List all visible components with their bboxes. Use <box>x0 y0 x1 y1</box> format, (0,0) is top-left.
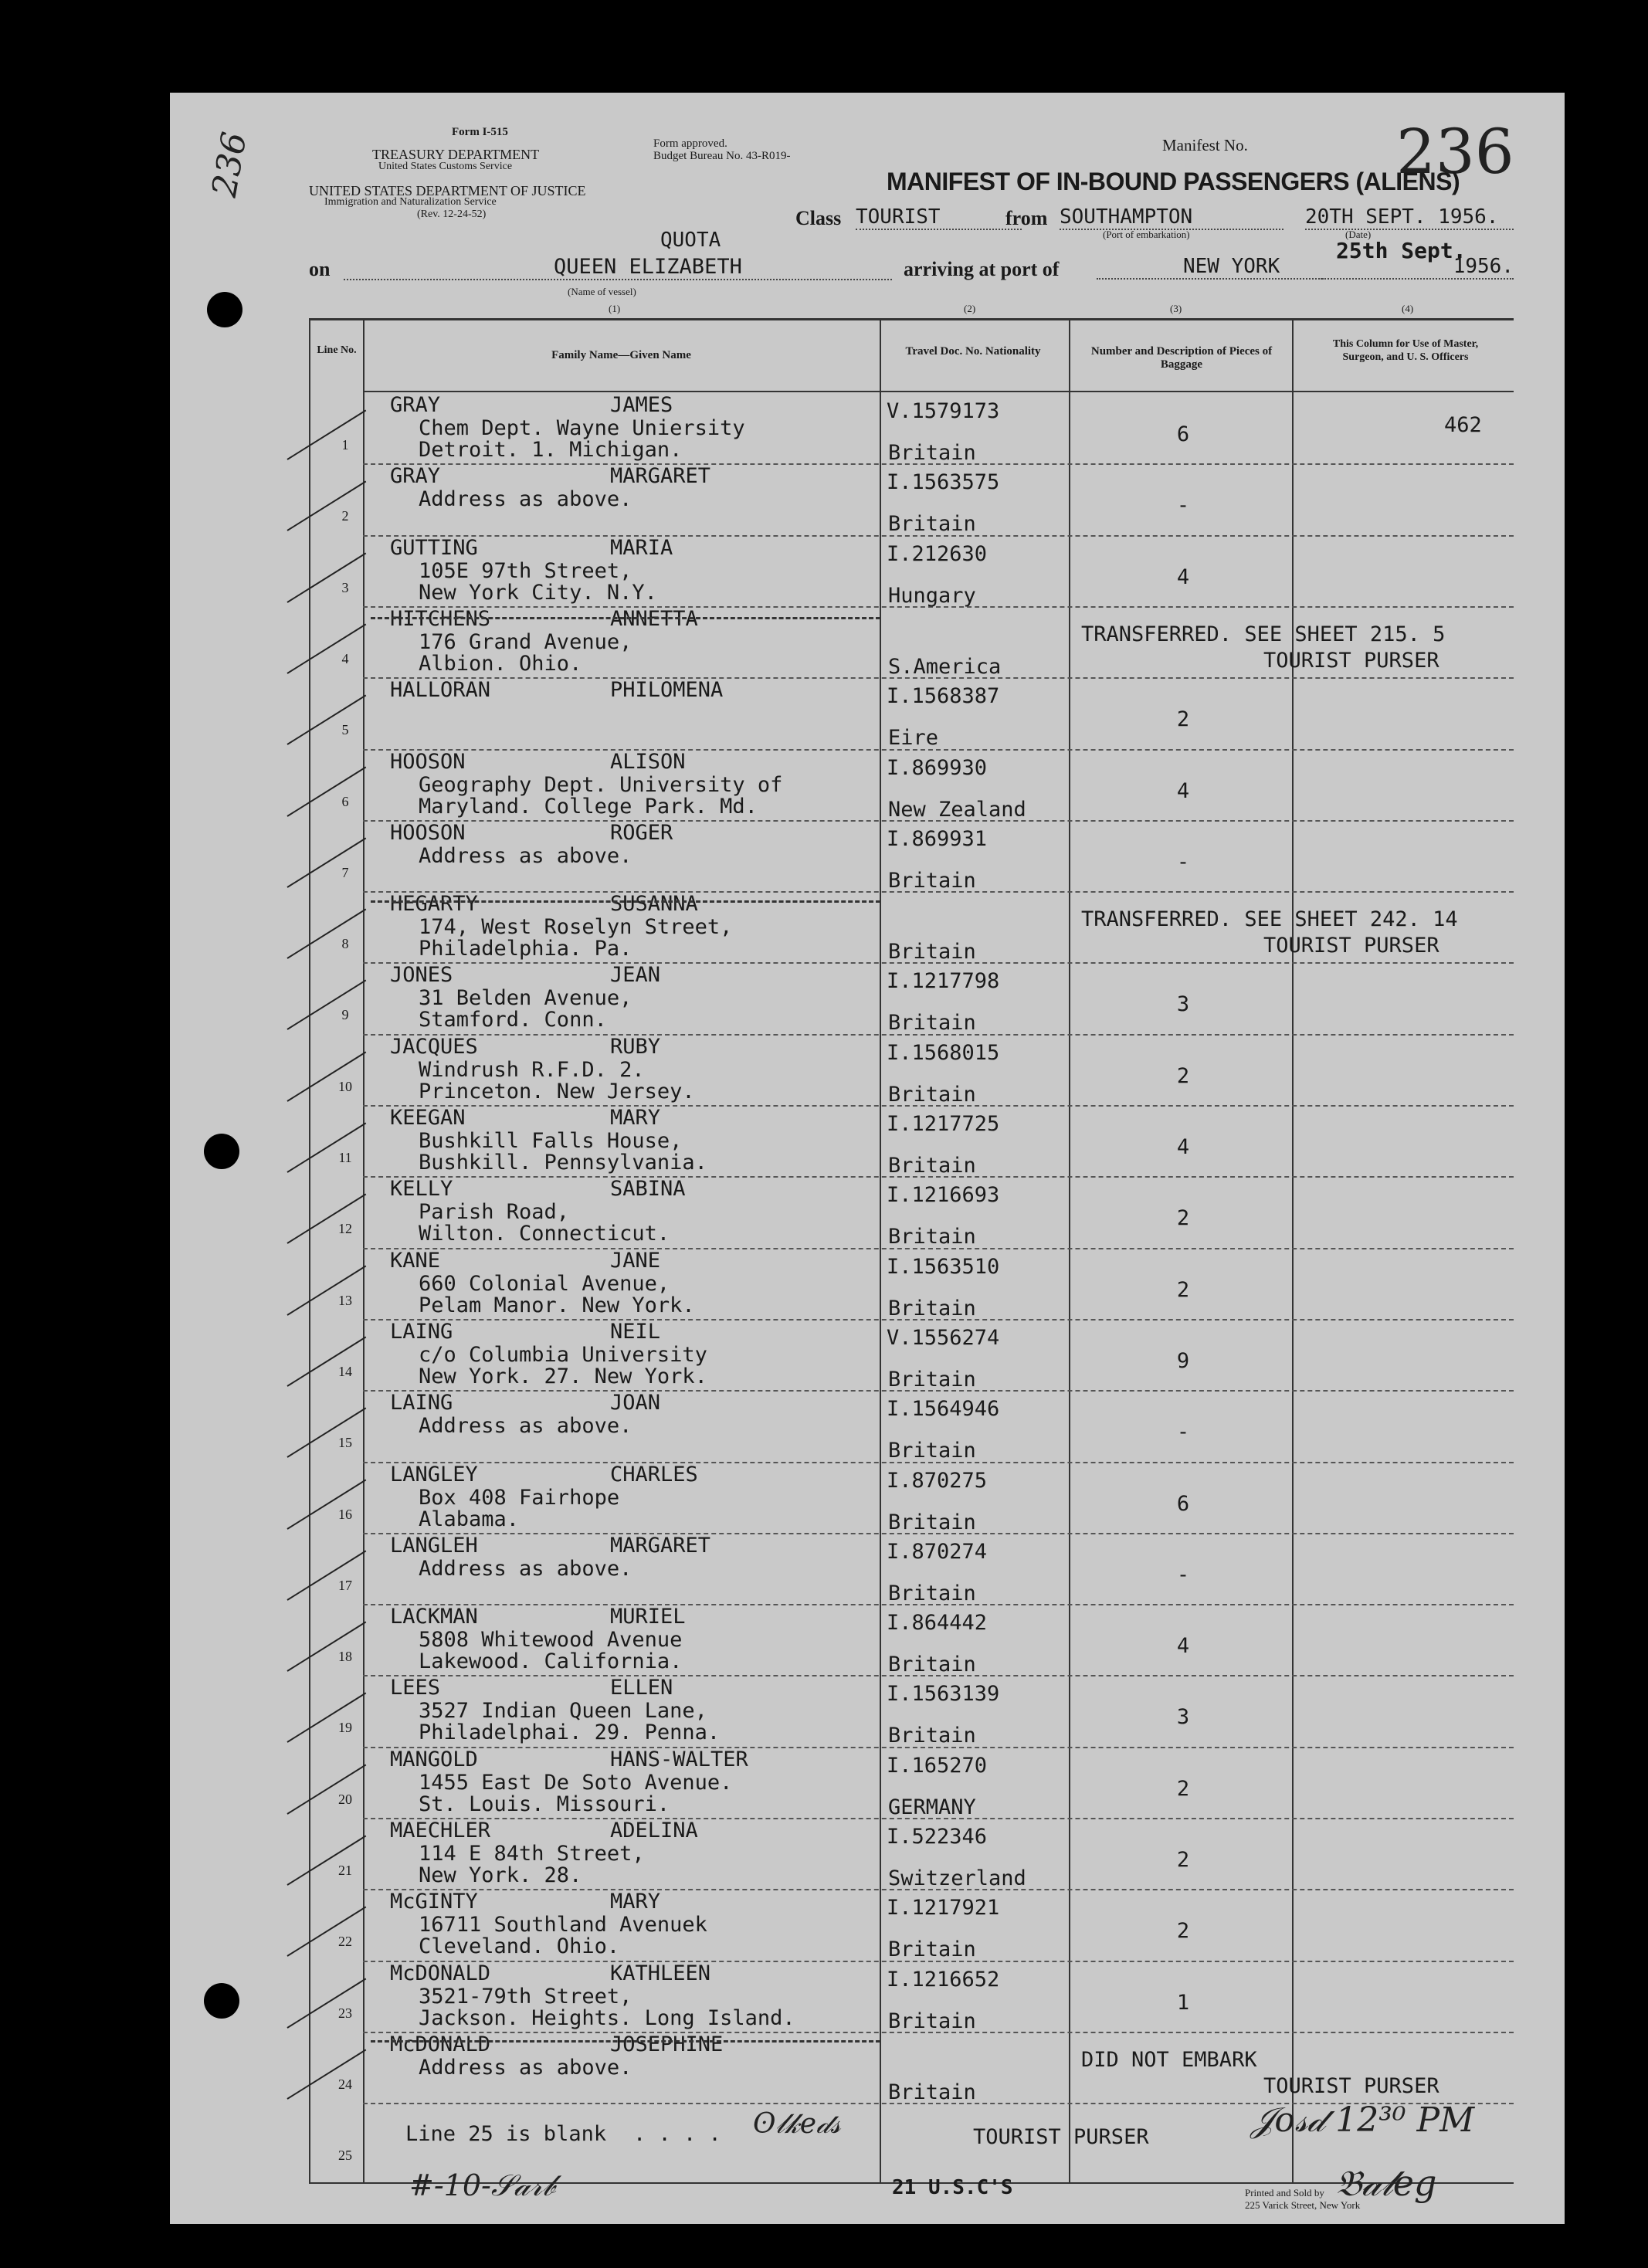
baggage-count: 4 <box>1176 1634 1190 1658</box>
nationality: Britain <box>888 1581 976 1605</box>
family-name: McDONALD <box>390 2032 491 2056</box>
family-name: KEEGAN <box>390 1106 466 1130</box>
address-line-2: Detroit. 1. Michigan. <box>419 438 683 462</box>
baggage-count: 4 <box>1176 565 1190 589</box>
col-number-2: (2) <box>964 303 976 314</box>
travel-doc-no: V.1579173 <box>887 399 1000 423</box>
travel-doc-no: V.1556274 <box>887 1326 1000 1350</box>
nationality: Britain <box>888 1937 976 1961</box>
date-caption: (Date) <box>1345 229 1372 240</box>
nationality: Eire <box>888 726 939 750</box>
given-name: JAMES <box>610 393 673 417</box>
given-name: MARY <box>610 1106 661 1130</box>
baggage-count: 2 <box>1176 1064 1190 1088</box>
line-number: 6 <box>341 794 349 809</box>
given-name: JANE <box>610 1249 661 1273</box>
nationality: Britain <box>888 1083 976 1107</box>
arrival-date: 25th Sept. <box>1336 238 1467 263</box>
purser-signature: ʘ𝓁𝓀𝑒𝒹𝓈 <box>753 2108 841 2140</box>
family-name: MANGOLD <box>390 1748 478 1771</box>
departure-date: 20TH SEPT. 1956. <box>1305 205 1514 230</box>
from-label: from <box>1005 207 1048 229</box>
given-name: MARGARET <box>610 1534 711 1558</box>
line-number: 13 <box>338 1293 352 1308</box>
travel-doc-no: I.1568015 <box>887 1041 1000 1065</box>
baggage-count: 6 <box>1176 422 1190 446</box>
address-line-1: 3527 Indian Queen Lane, <box>419 1699 707 1723</box>
arriving-label: arriving at port of <box>904 258 1060 280</box>
family-name: JACQUES <box>390 1035 478 1059</box>
from-value: SOUTHAMPTON <box>1060 205 1283 230</box>
address-line-2: Maryland. College Park. Md. <box>419 795 758 819</box>
line-col-border <box>363 318 365 2184</box>
baggage-count: - <box>1176 1563 1190 1587</box>
family-name: LACKMAN <box>390 1605 478 1629</box>
address-line-2: New York. 27. New York. <box>419 1365 707 1388</box>
col-number-4: (4) <box>1402 303 1414 314</box>
family-name: GUTTING <box>390 536 478 560</box>
given-name: PHILOMENA <box>610 678 724 702</box>
line-number: 25 <box>338 2148 352 2163</box>
family-name: McGINTY <box>390 1890 478 1914</box>
vessel-name <box>344 255 892 280</box>
address-line-2: New York City. N.Y. <box>419 581 657 605</box>
given-name: MARGARET <box>610 464 711 488</box>
address-line-1: 3521-79th Street, <box>419 1985 632 2009</box>
baggage-count: 2 <box>1176 1848 1190 1872</box>
address-line-1: Address as above. <box>419 1557 632 1581</box>
doc-col-border <box>1069 318 1070 2184</box>
table-left-border <box>309 318 310 2184</box>
address-line-2: New York. 28. <box>419 1863 582 1887</box>
officer-signature: 𝔅𝒶𝓁𝑒𝑔 <box>1336 2162 1437 2204</box>
given-name: CHARLES <box>610 1463 698 1487</box>
class-label: Class <box>795 207 842 229</box>
budget-bureau: Budget Bureau No. 43-R019- <box>653 150 791 162</box>
address-line-1: Address as above. <box>419 844 632 868</box>
header-line-no: Line No. <box>317 344 357 356</box>
margin-note: 236 <box>205 129 255 200</box>
address-line-1: 1455 East De Soto Avenue. <box>419 1771 733 1795</box>
line-number: 5 <box>341 722 349 737</box>
address-line-1: Chem Dept. Wayne Uniersity <box>419 416 745 440</box>
address-line-2: Stamford. Conn. <box>419 1008 607 1032</box>
travel-doc-no: I.1217725 <box>887 1112 1000 1136</box>
line25-note: Line 25 is blank <box>405 2122 607 2146</box>
address-line-2: Bushkill. Pennsylvania. <box>419 1151 707 1175</box>
family-name: LANGLEY <box>390 1463 478 1487</box>
travel-doc-no: I.1563139 <box>887 1682 1000 1706</box>
nationality: Britain <box>888 1439 976 1463</box>
family-name: HOOSON <box>390 821 466 845</box>
line-number: 11 <box>338 1150 352 1165</box>
travel-doc-no: I.870275 <box>887 1469 988 1493</box>
given-name: ADELINA <box>610 1819 698 1843</box>
nationality: Britain <box>888 1510 976 1534</box>
travel-doc-no: I.1217921 <box>887 1896 1000 1920</box>
address-line-1: Geography Dept. University of <box>419 773 783 797</box>
family-name: LEES <box>390 1676 441 1700</box>
baggage-count: 9 <box>1176 1349 1190 1373</box>
baggage-note-purser: TOURIST PURSER <box>1263 649 1439 673</box>
quota-label: QUOTA <box>660 229 721 252</box>
line-number: 20 <box>338 1792 352 1807</box>
nationality: Britain <box>888 940 976 964</box>
baggage-count: 4 <box>1176 1135 1190 1159</box>
line-number: 8 <box>341 936 349 951</box>
family-name: LAING <box>390 1320 453 1344</box>
baggage-count: 2 <box>1176 1777 1190 1801</box>
baggage-count: - <box>1176 493 1190 517</box>
col-number-1: (1) <box>609 303 621 314</box>
given-name: MARIA <box>610 536 673 560</box>
family-name: HALLORAN <box>390 678 491 702</box>
given-name: JOSEPHINE <box>610 2032 724 2056</box>
strike-line <box>371 900 880 903</box>
travel-doc-no: I.1563575 <box>887 470 1000 494</box>
strike-line <box>371 2040 880 2043</box>
travel-doc-no: I.1216652 <box>887 1968 1000 1992</box>
nationality: GERMANY <box>888 1795 976 1819</box>
port-embark-caption: (Port of embarkation) <box>1103 229 1190 240</box>
punch-hole <box>204 1134 239 1169</box>
travel-doc-no: I.869930 <box>887 756 988 780</box>
header-travel: Travel Doc. No. Nationality <box>905 345 1041 358</box>
address-line-1: 5808 Whitewood Avenue <box>419 1628 683 1652</box>
nationality: Britain <box>888 1011 976 1035</box>
line-number: 17 <box>338 1578 352 1593</box>
address-line-1: Address as above. <box>419 2056 632 2080</box>
address-line-2: Princeton. New Jersey. <box>419 1080 695 1103</box>
line-number: 23 <box>338 2005 352 2021</box>
family-name: KELLY <box>390 1177 453 1201</box>
address-line-2: Alabama. <box>419 1507 520 1531</box>
baggage-count: 4 <box>1176 779 1190 803</box>
family-name: MAECHLER <box>390 1819 491 1843</box>
address-line-1: Parish Road, <box>419 1200 570 1224</box>
line-number: 18 <box>338 1649 352 1664</box>
nationality: Britain <box>888 1225 976 1249</box>
travel-doc-no: I.1217798 <box>887 969 1000 993</box>
manifest-no: 236 <box>1396 116 1514 188</box>
col-number-3: (3) <box>1170 303 1182 314</box>
family-name: HOOSON <box>390 750 466 774</box>
vessel-name-text: QUEEN ELIZABETH <box>554 255 742 279</box>
manifest-title: MANIFEST OF IN-BOUND PASSENGERS (ALIENS) <box>887 168 1460 195</box>
given-name: MURIEL <box>610 1605 686 1629</box>
officer-stamp-signature: 𝒥𝑜𝓈𝒹 12³⁰ PM <box>1251 2100 1475 2140</box>
baggage-note-purser: TOURIST PURSER <box>1263 934 1439 958</box>
address-line-1: 174, West Roselyn Street, <box>419 915 733 939</box>
nationality: Britain <box>888 1724 976 1748</box>
nationality: Switzerland <box>888 1866 1026 1890</box>
baggage-count: - <box>1176 850 1190 874</box>
address-line-1: Bushkill Falls House, <box>419 1129 683 1153</box>
nationality: Britain <box>888 2080 976 2104</box>
line-number: 16 <box>338 1507 352 1522</box>
baggage-count: 3 <box>1176 1705 1190 1729</box>
header-bottom-border <box>363 391 1514 392</box>
address-line-1: 31 Belden Avenue, <box>419 986 632 1010</box>
header-name: Family Name—Given Name <box>551 349 691 361</box>
line-number: 24 <box>338 2076 352 2092</box>
address-line-2: Wilton. Connecticut. <box>419 1222 670 1246</box>
strike-line <box>371 617 880 619</box>
given-name: ANNETTA <box>610 607 698 631</box>
given-name: JOAN <box>610 1391 661 1415</box>
nationality: Britain <box>888 512 976 536</box>
line-number: 21 <box>338 1863 352 1878</box>
line-number: 22 <box>338 1934 352 1949</box>
nationality: Britain <box>888 1368 976 1392</box>
treasury-dept: TREASURY DEPARTMENT <box>372 147 540 162</box>
line-number: 4 <box>341 651 349 666</box>
address-line-1: 176 Grand Avenue, <box>419 630 632 654</box>
family-name: HEGARTY <box>390 892 478 916</box>
form-approved: Form approved. <box>653 137 727 150</box>
vessel-caption: (Name of vessel) <box>568 286 636 297</box>
family-name: KANE <box>390 1249 441 1273</box>
nationality: Hungary <box>888 584 976 608</box>
travel-doc-no: I.869931 <box>887 827 988 851</box>
given-name: SABINA <box>610 1177 686 1201</box>
arrival-port <box>1097 255 1322 280</box>
family-name: JONES <box>390 963 453 987</box>
given-name: RUBY <box>610 1035 661 1059</box>
travel-doc-no: I.1568387 <box>887 684 1000 708</box>
bag-col-border <box>1292 318 1294 2184</box>
address-line-1: 660 Colonial Avenue, <box>419 1272 670 1296</box>
name-col-border <box>880 318 881 2184</box>
line-number: 1 <box>341 437 349 453</box>
given-name: ELLEN <box>610 1676 673 1700</box>
line-number: 3 <box>341 580 349 595</box>
line-number: 12 <box>338 1221 352 1236</box>
line-number: 2 <box>341 508 349 524</box>
travel-doc-no: I.522346 <box>887 1825 988 1849</box>
address-line-2: Jackson. Heights. Long Island. <box>419 2006 795 2030</box>
address-line-2: Philadelphia. Pa. <box>419 937 632 961</box>
nationality: Britain <box>888 1653 976 1676</box>
line-number: 7 <box>341 865 349 880</box>
family-name: McDONALD <box>390 1961 491 1985</box>
address-line-2: Pelam Manor. New York. <box>419 1293 695 1317</box>
header-officers: This Column for Use of Master, Surgeon, and U. S. Officers <box>1332 338 1479 363</box>
travel-doc-no: I.165270 <box>887 1754 988 1778</box>
usc-code: 21 U.S.C'S <box>892 2176 1013 2199</box>
baggage-note-purser: TOURIST PURSER <box>1263 2074 1439 2098</box>
baggage-count: 2 <box>1176 707 1190 731</box>
given-name: JEAN <box>610 963 661 987</box>
printer-line-2: 225 Varick Street, New York <box>1245 2199 1361 2211</box>
baggage-note: TRANSFERRED. SEE SHEET 215. 5 <box>1081 622 1446 646</box>
address-line-2: Philadelphai. 29. Penna. <box>419 1720 721 1744</box>
customs-service: United States Customs Service <box>378 161 513 172</box>
travel-doc-no: I.1563510 <box>887 1255 1000 1279</box>
baggage-count: 2 <box>1176 1206 1190 1230</box>
arrival-year: 1956. <box>1322 255 1514 280</box>
travel-doc-no: I.864442 <box>887 1611 988 1635</box>
line-number: 15 <box>338 1435 352 1450</box>
given-name: ALISON <box>610 750 686 774</box>
manifest-sheet <box>170 93 1565 2224</box>
family-name: GRAY <box>390 464 441 488</box>
punch-hole <box>204 1983 239 2019</box>
ins-service: Immigration and Naturalization Service <box>324 196 497 208</box>
address-line-2: St. Louis. Missouri. <box>419 1792 670 1816</box>
printer-line-1: Printed and Sold by <box>1245 2187 1324 2199</box>
given-name: HANS-WALTER <box>610 1748 748 1771</box>
given-name: KATHLEEN <box>610 1961 711 1985</box>
nationality: Britain <box>888 1297 976 1320</box>
line-number: 9 <box>341 1007 349 1022</box>
address-line-2: Cleveland. Ohio. <box>419 1934 620 1958</box>
nationality: Britain <box>888 441 976 465</box>
address-line-1: Box 408 Fairhope <box>419 1486 620 1510</box>
baggage-note: DID NOT EMBARK <box>1081 2048 1257 2072</box>
table-top-border <box>309 318 1514 320</box>
baggage-count: 6 <box>1176 1492 1190 1516</box>
given-name: MARY <box>610 1890 661 1914</box>
header-baggage: Number and Description of Pieces of Baggage <box>1090 345 1273 371</box>
family-name: LANGLEH <box>390 1534 478 1558</box>
nationality: Britain <box>888 2009 976 2033</box>
nationality: Britain <box>888 1154 976 1178</box>
line-number: 10 <box>338 1079 352 1094</box>
officer-note: 462 <box>1444 413 1482 437</box>
baggage-count: 3 <box>1176 992 1190 1016</box>
form-revision: (Rev. 12-24-52) <box>417 208 487 220</box>
family-name: GRAY <box>390 393 441 417</box>
address-line-2: Albion. Ohio. <box>419 652 582 676</box>
baggage-count: 2 <box>1176 1919 1190 1943</box>
baggage-count: 1 <box>1176 1991 1190 2015</box>
nationality: New Zealand <box>888 798 1026 822</box>
baggage-note: TRANSFERRED. SEE SHEET 242. 14 <box>1081 907 1458 931</box>
line25-dots: . . . . <box>633 2122 721 2146</box>
family-name: LAING <box>390 1391 453 1415</box>
nationality: S.America <box>888 655 1002 679</box>
address-line-1: Address as above. <box>419 487 632 511</box>
given-name: ROGER <box>610 821 673 845</box>
manifest-no-label: Manifest No. <box>1162 136 1248 154</box>
travel-doc-no: I.212630 <box>887 542 988 566</box>
travel-doc-no: I.870274 <box>887 1540 988 1564</box>
baggage-count: - <box>1176 1420 1190 1444</box>
form-number: Form I-515 <box>452 126 508 138</box>
address-line-1: Address as above. <box>419 1414 632 1438</box>
address-line-1: 105E 97th Street, <box>419 559 632 583</box>
line-number: 19 <box>338 1720 352 1735</box>
travel-doc-no: I.1216693 <box>887 1183 1000 1207</box>
given-name: SUSANNA <box>610 892 698 916</box>
address-line-1: Windrush R.F.D. 2. <box>419 1058 645 1082</box>
arrival-port-text: NEW YORK <box>1183 255 1280 278</box>
address-line-2: Lakewood. California. <box>419 1649 683 1673</box>
family-name: HITCHENS <box>390 607 491 631</box>
line-number: 14 <box>338 1364 352 1379</box>
address-line-1: 16711 Southland Avenuek <box>419 1913 707 1937</box>
punch-hole <box>207 292 242 327</box>
dept-justice: UNITED STATES DEPARTMENT OF JUSTICE <box>309 183 586 198</box>
address-line-1: 114 E 84th Street, <box>419 1842 645 1866</box>
address-line-1: c/o Columbia University <box>419 1343 707 1367</box>
given-name: NEIL <box>610 1320 661 1344</box>
footer-purser: TOURIST PURSER <box>973 2125 1149 2149</box>
on-label: on <box>309 258 331 280</box>
baggage-count: 2 <box>1176 1278 1190 1302</box>
class-value: TOURIST <box>856 205 1022 230</box>
bottom-scribble: #-10-𝒮𝒶𝓇𝒷 <box>409 2168 555 2202</box>
nationality: Britain <box>888 869 976 893</box>
travel-doc-no: I.1564946 <box>887 1397 1000 1421</box>
